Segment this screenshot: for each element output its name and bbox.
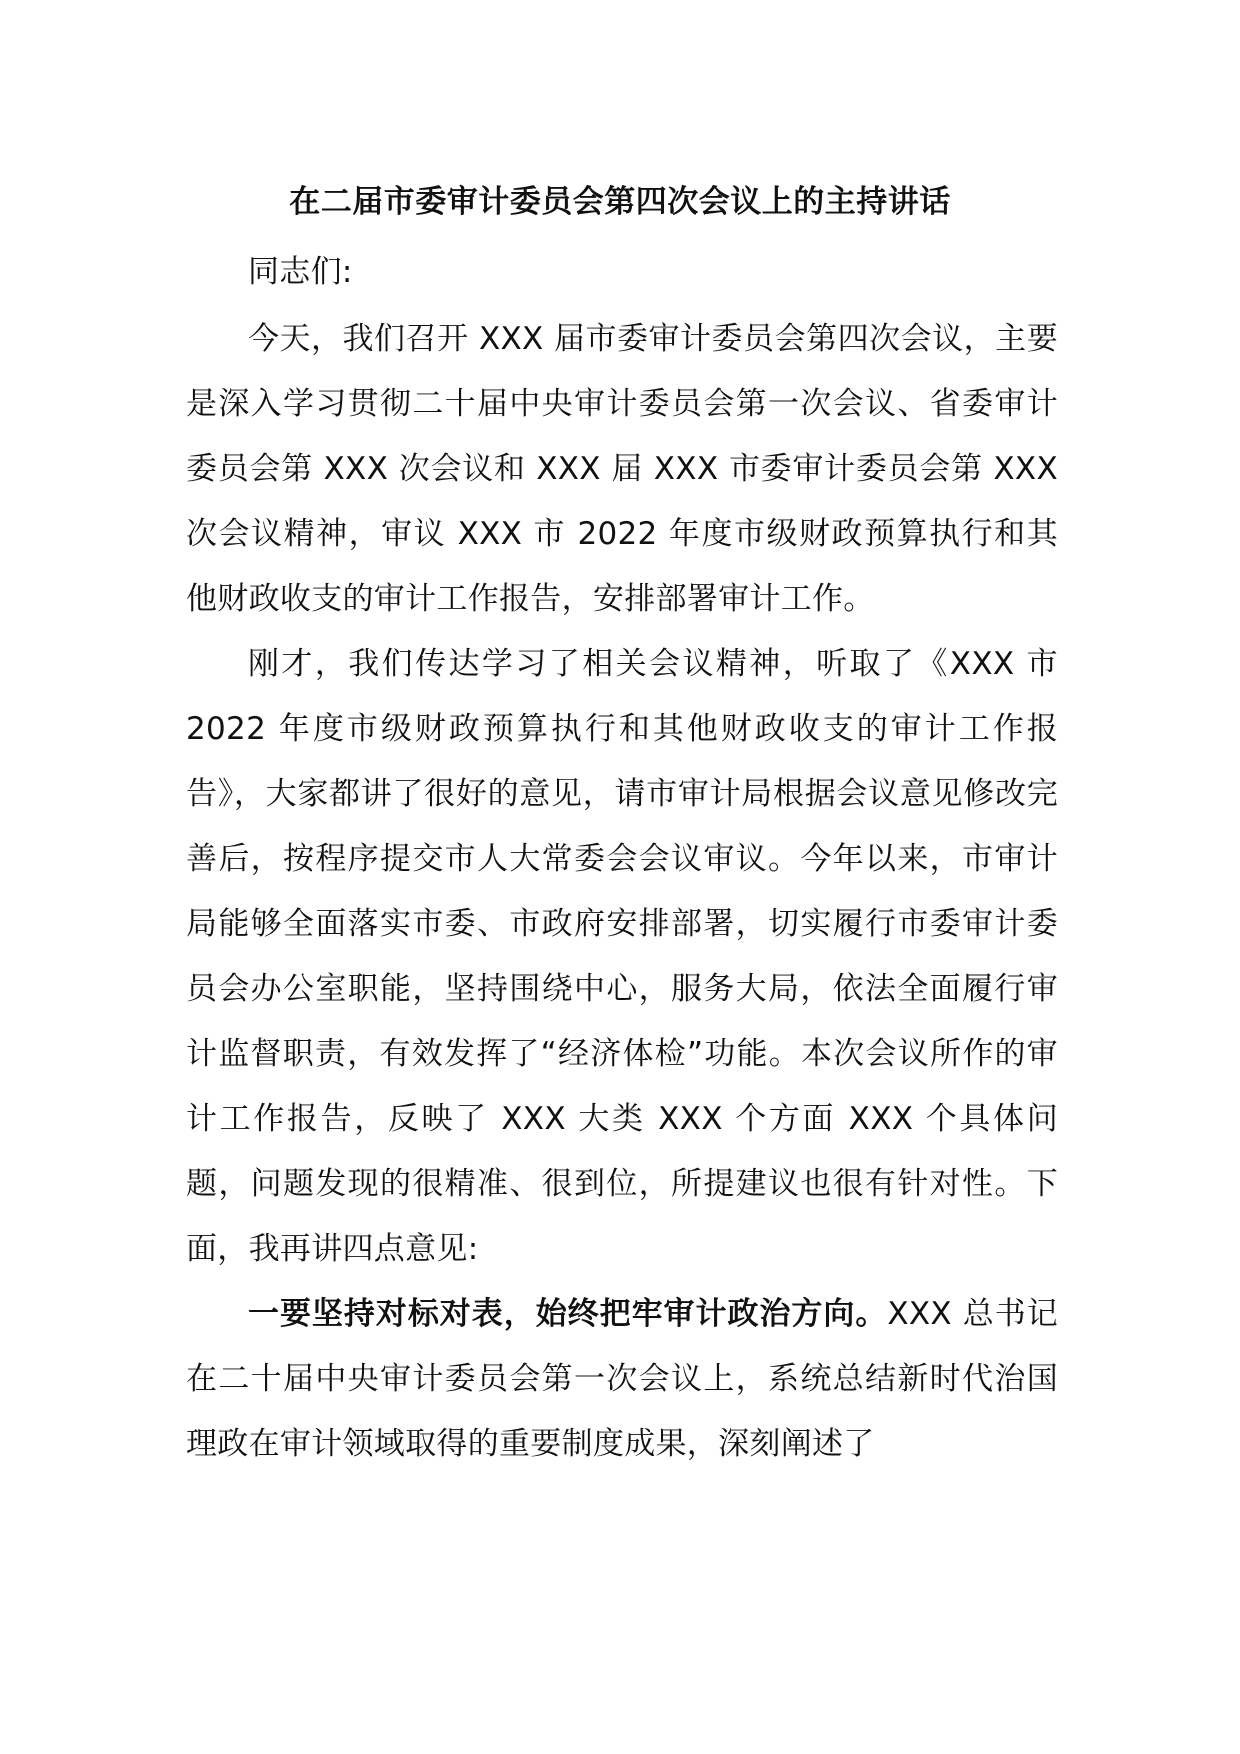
paragraph-point-one	[186, 1282, 1058, 1477]
salutation: 同志们:	[248, 254, 353, 290]
document-body	[186, 240, 1058, 1477]
paragraph-text: XXX 总书记在二十届中央审计委员会第一次会议上，系统总结新时代治国理政在审计领域取得的重要制度成果，深刻阐述了	[186, 1296, 1058, 1462]
paragraph-text: 刚才，我们传达学习了相关会议精神，听取了《XXX 市 2022 年度市级财政预算执行和其他财政收支的审计工作报告》，大家都讲了很好的意见，请市审计局根据会议意见修改完善后，按程序提交市人大常委会会议审议。今年以来，市审计局能够全面落实市委、市政府安排部署，切实履行市委审计委员会办公室职能，坚持围绕中心，服务大局，依法全面履行审计监督职责，有效发挥了“经济体检”功能。本次会议所作的审计工作报告，反映了 XXX 大类 XXX 个方面 XXX 个具体问题，问题发现的很精准、很到位，所提建议也很有针对性。下面，我再讲四点意见:	[186, 646, 1058, 1267]
document-title: 在二届市委审计委员会第四次会议上的主持讲话	[289, 184, 951, 220]
paragraph-opening	[186, 307, 1058, 632]
paragraph-lead-heading: 一要坚持对标对表，始终把牢审计政治方向。	[248, 1296, 888, 1332]
paragraph-review	[186, 632, 1058, 1282]
paragraph-text: 今天，我们召开 XXX 届市委审计委员会第四次会议，主要是深入学习贯彻二十届中央审计委员会第一次会议、省委审计委员会第 XXX 次会议和 XXX 届 XXX 市委审计委员会第 XXX 次会议精神，审议 XXX 市 2022 年度市级财政预算执行和其他财政收支的审计工作报告，安排部署审计工作。	[186, 321, 1058, 617]
